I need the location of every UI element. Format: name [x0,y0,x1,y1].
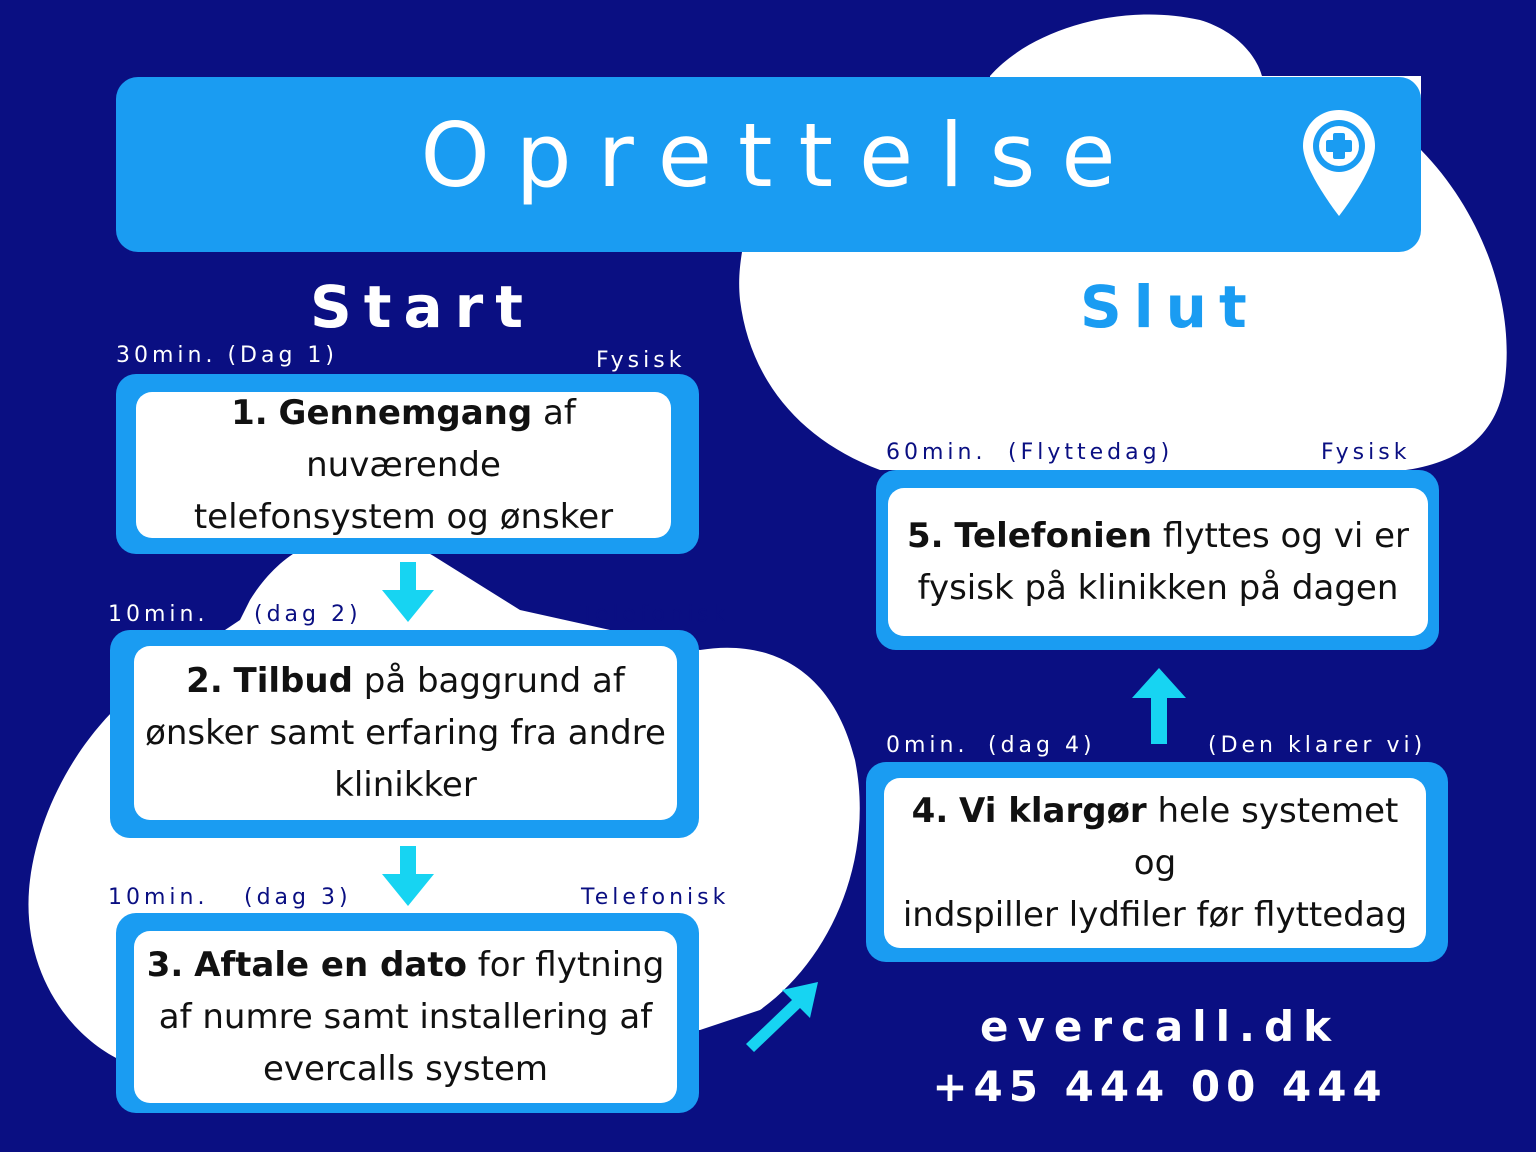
step-4-day: (dag 4) [988,733,1096,758]
step-2-time: 10min. [108,602,209,627]
website-link[interactable]: evercall.dk [979,1002,1341,1051]
step-5-line1: flyttes og vi er [1152,516,1410,556]
step-1-mode: Fysisk [596,348,686,373]
step-4-bold: Vi klargør [959,791,1147,831]
step-3-line3: evercalls system [262,1049,549,1089]
step-5-mode: Fysisk [1321,440,1411,465]
step-3-mode: Telefonisk [581,885,730,910]
step-1-line2: telefonsystem og ønsker [193,497,614,537]
step-2-text [134,646,677,820]
step-5-line2: fysisk på klinikken på dagen [917,568,1399,608]
step-1-card [116,374,699,554]
step-3-number: 3. [146,945,184,985]
slut-heading: Slut [1080,273,1259,341]
step-4-card [866,762,1448,962]
step-1-text [136,392,671,538]
step-2-line3: klinikker [334,765,477,805]
step-4-text [884,778,1426,948]
step-2-day: (dag 2) [254,602,362,627]
step-2-bold: Tilbud [233,661,353,701]
step-5-time: 60min. [886,440,987,465]
step-2-number: 2. [186,661,223,701]
step-2-line1: på baggrund af [352,661,625,701]
step-5-number: 5. [906,516,944,556]
step-4-line2: indspiller lydfiler før flyttedag [902,895,1408,935]
step-4-time: 0min. [886,733,969,758]
start-heading: Start [310,273,535,341]
step-3-day: (dag 3) [244,885,352,910]
step-5-day: (Flyttedag) [1008,440,1174,465]
step-2-mode: Telefonisk [581,602,730,627]
step-1-bold: Gennemgang [278,393,533,433]
arrow-down-icon [380,846,436,908]
step-5-card [876,470,1439,650]
step-1-line1: af nuværende [306,393,576,485]
arrow-down-icon [380,562,436,624]
step-4-line1: hele systemet og [1133,791,1399,883]
step-4-number: 4. [911,791,949,831]
page-title: Oprettelse [420,104,1142,207]
step-1-number: 1. [231,393,268,433]
step-2-line2: ønsker samt erfaring fra andre [145,713,666,753]
step-2-card [110,630,699,838]
step-3-bold: Aftale en dato [194,945,467,985]
step-1-time: 30min. (Dag 1) [116,343,339,368]
arrow-diagonal-icon [740,978,824,1058]
step-3-text [134,931,677,1103]
step-3-line2: af numre samt installering af [158,997,653,1037]
arrow-up-icon [1130,666,1188,744]
step-3-line1: for flytning [466,945,665,985]
location-pin-plus-icon [1298,106,1380,222]
step-5-text [888,488,1428,636]
step-4-mode: (Den klarer vi) [1208,733,1427,758]
step-3-time: 10min. [108,885,209,910]
step-5-bold: Telefonien [954,516,1153,556]
phone-number[interactable]: +45 444 00 444 [932,1062,1388,1111]
step-3-card [116,913,699,1113]
